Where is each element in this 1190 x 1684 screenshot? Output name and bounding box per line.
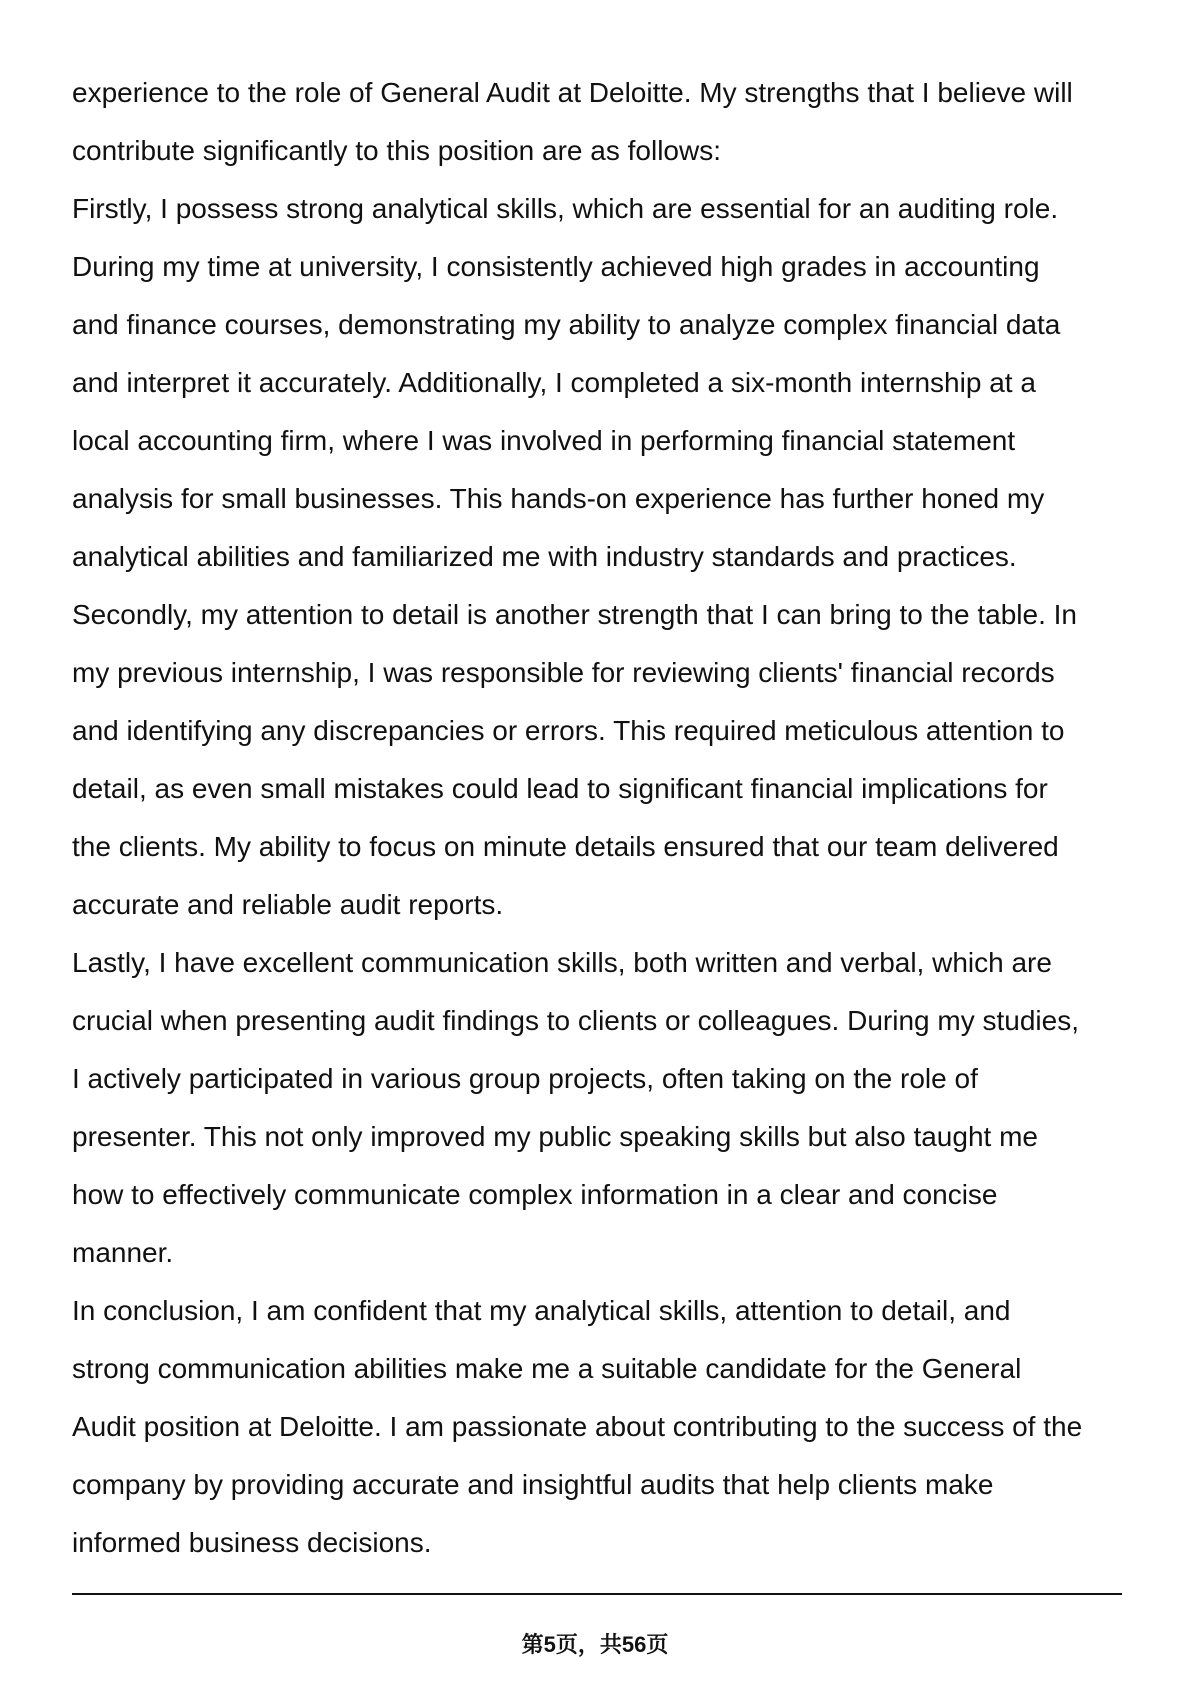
text-line: detail, as even small mistakes could lead to significant financial implications for bbox=[72, 773, 1048, 804]
text-line: Audit position at Deloitte. I am passionate about contributing to the success of the bbox=[72, 1411, 1083, 1442]
text-line: In conclusion, I am confident that my analytical skills, attention to detail, and bbox=[72, 1295, 1011, 1326]
text-line: During my time at university, I consistently achieved high grades in accounting bbox=[72, 251, 1040, 282]
text-line: manner. bbox=[72, 1237, 174, 1268]
text-line: presenter. This not only improved my public speaking skills but also taught me bbox=[72, 1121, 1038, 1152]
text-line: analysis for small businesses. This hands-on experience has further honed my bbox=[72, 483, 1045, 514]
text-line: my previous internship, I was responsible for reviewing clients' financial records bbox=[72, 657, 1055, 688]
text-line: Secondly, my attention to detail is another strength that I can bring to the table. In bbox=[72, 599, 1077, 630]
text-line: the clients. My ability to focus on minute details ensured that our team delivered bbox=[72, 831, 1059, 862]
text-line: Firstly, I possess strong analytical skills, which are essential for an auditing role. bbox=[72, 193, 1059, 224]
text-line: crucial when presenting audit findings to clients or colleagues. During my studies, bbox=[72, 1005, 1079, 1036]
text-line: experience to the role of General Audit at Deloitte. My strengths that I believe will bbox=[72, 77, 1073, 108]
text-line: contribute significantly to this position are as follows: bbox=[72, 135, 721, 166]
text-line: how to effectively communicate complex information in a clear and concise bbox=[72, 1179, 998, 1210]
text-line: I actively participated in various group projects, often taking on the role of bbox=[72, 1063, 978, 1094]
footer-divider bbox=[72, 1593, 1122, 1595]
text-line: informed business decisions. bbox=[72, 1527, 432, 1558]
text-line: company by providing accurate and insightful audits that help clients make bbox=[72, 1469, 994, 1500]
body-text bbox=[72, 64, 1122, 1572]
page-number-footer: 第5页，共56页 bbox=[521, 1632, 669, 1657]
text-line: and identifying any discrepancies or errors. This required meticulous attention to bbox=[72, 715, 1065, 746]
text-line: and interpret it accurately. Additionally, I completed a six-month internship at a bbox=[72, 367, 1036, 398]
text-line: local accounting firm, where I was involved in performing financial statement bbox=[72, 425, 1016, 456]
text-line: analytical abilities and familiarized me with industry standards and practices. bbox=[72, 541, 1017, 572]
text-line: and finance courses, demonstrating my ability to analyze complex financial data bbox=[72, 309, 1061, 340]
text-line: Lastly, I have excellent communication skills, both written and verbal, which are bbox=[72, 947, 1052, 978]
text-line: strong communication abilities make me a suitable candidate for the General bbox=[72, 1353, 1022, 1384]
text-line: accurate and reliable audit reports. bbox=[72, 889, 504, 920]
